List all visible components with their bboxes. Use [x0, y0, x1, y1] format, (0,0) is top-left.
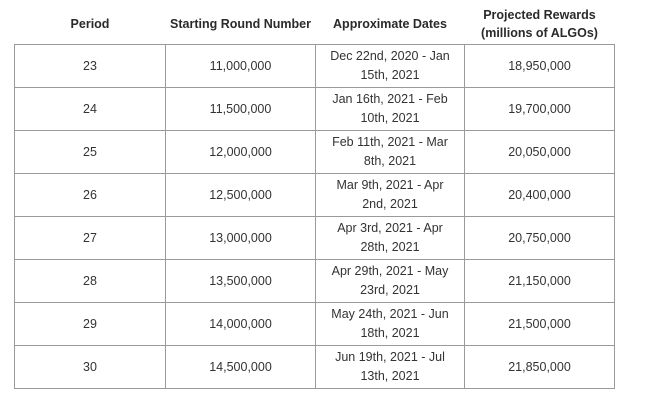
cell-round: 12,000,000 [166, 131, 316, 174]
cell-rewards: 19,700,000 [465, 88, 615, 131]
cell-dates: Apr 29th, 2021 - May 23rd, 2021 [316, 260, 465, 303]
header-projected-rewards: Projected Rewards (millions of ALGOs) [481, 8, 598, 40]
table-row [15, 217, 615, 260]
cell-dates: Feb 11th, 2021 - Mar 8th, 2021 [316, 131, 465, 174]
table-row [15, 346, 615, 389]
header-approximate-dates: Approximate Dates [333, 17, 447, 31]
cell-dates: Jun 19th, 2021 - Jul 13th, 2021 [316, 346, 465, 389]
cell-dates: Apr 3rd, 2021 - Apr 28th, 2021 [316, 217, 465, 260]
cell-rewards: 20,750,000 [465, 217, 615, 260]
table-row [15, 303, 615, 346]
table-header-row [15, 4, 615, 45]
cell-rewards: 20,050,000 [465, 131, 615, 174]
table-row [15, 260, 615, 303]
cell-round: 14,000,000 [166, 303, 316, 346]
table-row [15, 45, 615, 88]
cell-dates: Mar 9th, 2021 - Apr 2nd, 2021 [316, 174, 465, 217]
cell-rewards: 18,950,000 [465, 45, 615, 88]
cell-round: 13,500,000 [166, 260, 316, 303]
cell-round: 11,000,000 [166, 45, 316, 88]
cell-period: 26 [15, 174, 166, 217]
cell-period: 27 [15, 217, 166, 260]
header-starting-round: Starting Round Number [170, 17, 311, 31]
cell-period: 30 [15, 346, 166, 389]
cell-round: 14,500,000 [166, 346, 316, 389]
cell-dates: Dec 22nd, 2020 - Jan 15th, 2021 [316, 45, 465, 88]
cell-period: 24 [15, 88, 166, 131]
cell-rewards: 21,500,000 [465, 303, 615, 346]
header-period: Period [70, 17, 110, 31]
cell-rewards: 21,150,000 [465, 260, 615, 303]
table-row [15, 174, 615, 217]
cell-period: 28 [15, 260, 166, 303]
cell-dates: Jan 16th, 2021 - Feb 10th, 2021 [316, 88, 465, 131]
cell-round: 13,000,000 [166, 217, 316, 260]
cell-period: 23 [15, 45, 166, 88]
cell-rewards: 20,400,000 [465, 174, 615, 217]
cell-rewards: 21,850,000 [465, 346, 615, 389]
rewards-schedule-table-container [14, 4, 614, 389]
rewards-schedule-table [14, 4, 615, 389]
cell-period: 29 [15, 303, 166, 346]
table-row [15, 88, 615, 131]
cell-round: 12,500,000 [166, 174, 316, 217]
cell-dates: May 24th, 2021 - Jun 18th, 2021 [316, 303, 465, 346]
cell-period: 25 [15, 131, 166, 174]
table-row [15, 131, 615, 174]
cell-round: 11,500,000 [166, 88, 316, 131]
